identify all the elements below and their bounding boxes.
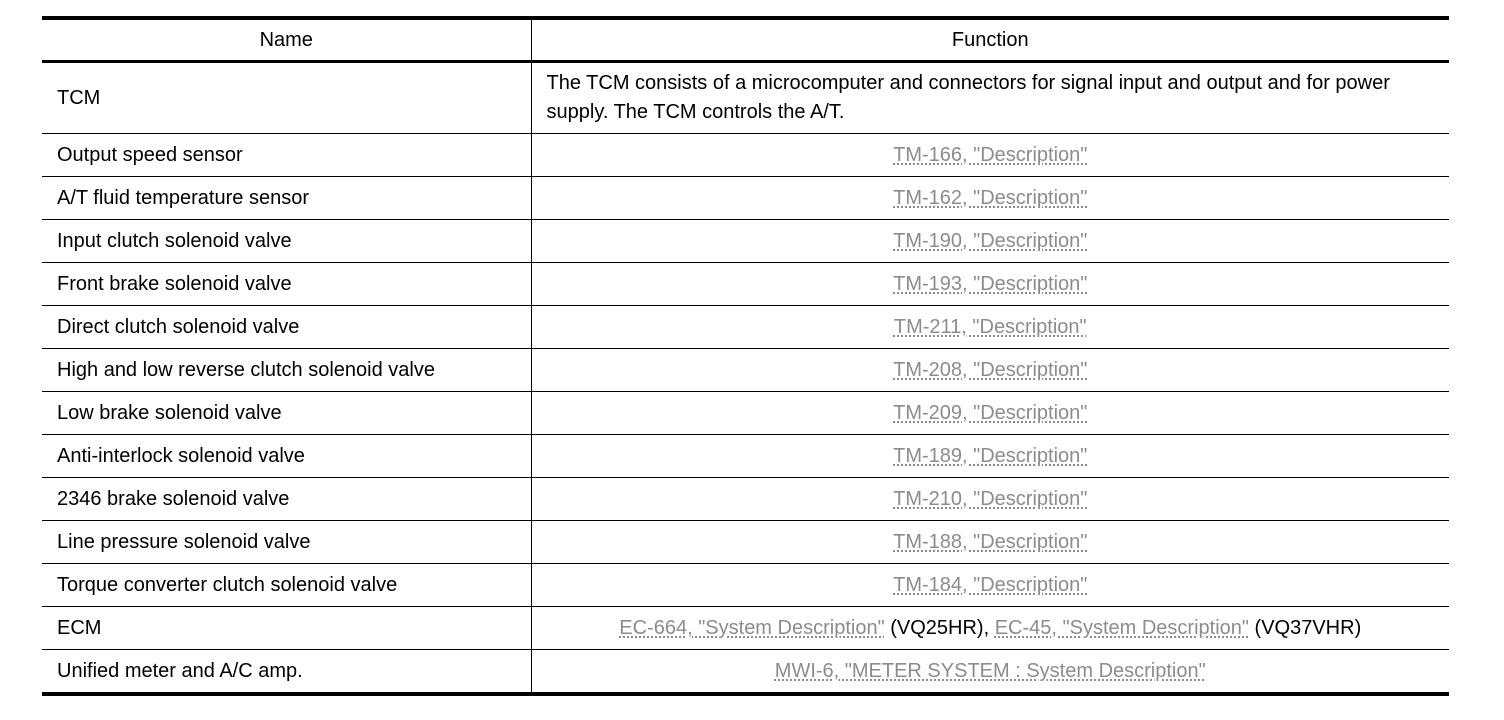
- reference-link[interactable]: EC-664, "System Description": [619, 616, 885, 639]
- row-name: Line pressure solenoid valve: [42, 521, 531, 564]
- row-name: High and low reverse clutch solenoid valve: [42, 349, 531, 392]
- row-function-cell: [531, 521, 1449, 564]
- table-row: [42, 220, 1449, 263]
- reference-link[interactable]: TM-162, "Description": [893, 186, 1088, 209]
- row-name: Output speed sensor: [42, 134, 531, 177]
- reference-link[interactable]: TM-166, "Description": [893, 143, 1088, 166]
- row-function-cell: [531, 435, 1449, 478]
- reference-link[interactable]: TM-208, "Description": [893, 358, 1088, 381]
- row-name: TCM: [42, 62, 531, 134]
- row-function-cell: [531, 607, 1449, 650]
- table-row: [42, 607, 1449, 650]
- reference-link[interactable]: TM-211, "Description": [893, 315, 1087, 338]
- table-row: [42, 478, 1449, 521]
- row-function-cell: [531, 177, 1449, 220]
- reference-link[interactable]: TM-190, "Description": [893, 229, 1088, 252]
- reference-link[interactable]: TM-209, "Description": [893, 401, 1088, 424]
- column-header-function: Function: [531, 18, 1449, 62]
- row-function-cell: [531, 392, 1449, 435]
- column-header-name: Name: [42, 18, 531, 62]
- table-row: [42, 349, 1449, 392]
- table-row: [42, 521, 1449, 564]
- table-row: [42, 263, 1449, 306]
- row-name: 2346 brake solenoid valve: [42, 478, 531, 521]
- row-function-cell: [531, 263, 1449, 306]
- reference-link[interactable]: TM-188, "Description": [893, 530, 1088, 553]
- engine-variant-text: (VQ25HR),: [884, 616, 995, 639]
- row-name: Torque converter clutch solenoid valve: [42, 564, 531, 607]
- table-row: [42, 435, 1449, 478]
- row-function-cell: [531, 349, 1449, 392]
- table-row: [42, 306, 1449, 349]
- table-row: [42, 564, 1449, 607]
- row-function-cell: [531, 478, 1449, 521]
- table-row: [42, 134, 1449, 177]
- component-function-table-container: [42, 16, 1449, 696]
- engine-variant-text: (VQ37VHR): [1248, 616, 1362, 639]
- row-name: Unified meter and A/C amp.: [42, 650, 531, 695]
- row-name: Front brake solenoid valve: [42, 263, 531, 306]
- reference-link[interactable]: TM-210, "Description": [893, 487, 1088, 510]
- row-function-text: The TCM consists of a microcomputer and connectors for signal input and output and for power supply. The TCM controls the A/T.: [531, 62, 1449, 134]
- row-name: A/T fluid temperature sensor: [42, 177, 531, 220]
- row-function-cell: [531, 564, 1449, 607]
- reference-link[interactable]: MWI-6, "METER SYSTEM : System Description": [774, 659, 1206, 682]
- reference-link[interactable]: TM-193, "Description": [893, 272, 1088, 295]
- row-name: ECM: [42, 607, 531, 650]
- reference-link[interactable]: TM-189, "Description": [893, 444, 1088, 467]
- row-name: Direct clutch solenoid valve: [42, 306, 531, 349]
- row-name: Input clutch solenoid valve: [42, 220, 531, 263]
- row-name: Low brake solenoid valve: [42, 392, 531, 435]
- reference-link[interactable]: EC-45, "System Description": [994, 616, 1249, 639]
- table-row: [42, 650, 1449, 695]
- table-row: [42, 177, 1449, 220]
- table-row: [42, 62, 1449, 134]
- row-function-cell: [531, 650, 1449, 695]
- row-function-cell: [531, 134, 1449, 177]
- table-header-row: [42, 18, 1449, 62]
- row-name: Anti-interlock solenoid valve: [42, 435, 531, 478]
- table-row: [42, 392, 1449, 435]
- row-function-cell: [531, 306, 1449, 349]
- component-function-table: [42, 16, 1449, 696]
- row-function-cell: [531, 220, 1449, 263]
- reference-link[interactable]: TM-184, "Description": [893, 573, 1088, 596]
